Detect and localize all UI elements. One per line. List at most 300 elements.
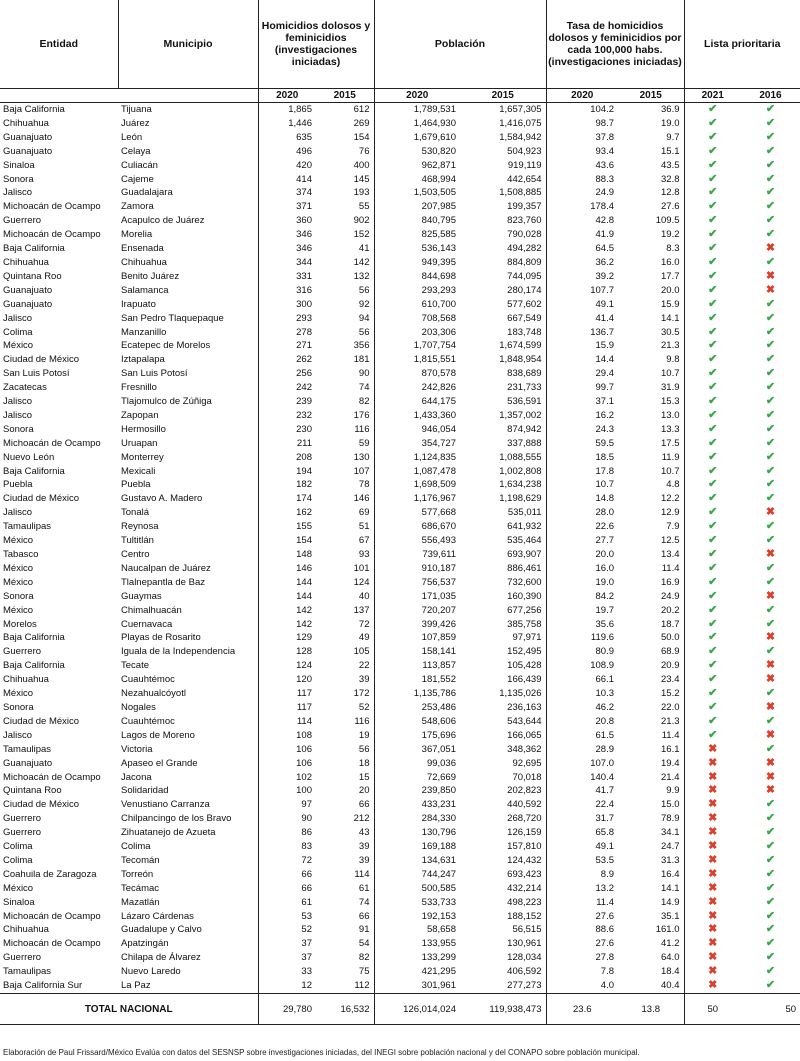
cell-homicidios-2015: 114	[316, 868, 374, 882]
cell-lista-2016	[741, 131, 800, 145]
cell-lista-2016	[741, 826, 800, 840]
cell-homicidios-2015: 15	[316, 771, 374, 785]
cell-poblacion-2015: 1,357,002	[460, 409, 546, 423]
cell-homicidios-2015: 41	[316, 242, 374, 256]
cell-entidad: Michoacán de Ocampo	[3, 201, 101, 213]
cell-entidad: Baja California	[3, 104, 65, 115]
cell-homicidios-2020: 420	[296, 159, 312, 171]
cell-tasa-2020: 66.1	[595, 674, 614, 686]
cell-tasa-2015: 20.9	[618, 659, 684, 673]
cell-lista-2016	[741, 854, 800, 868]
cell-lista-2021	[684, 562, 741, 576]
cell-lista-2021	[684, 910, 741, 924]
cell-lista-2021	[684, 729, 741, 743]
check-icon: ✔	[708, 548, 718, 560]
cell-tasa-2015: 12.2	[618, 492, 684, 506]
cell-homicidios-2020: 108	[296, 729, 312, 741]
cell-tasa-2015: 21.4	[618, 771, 684, 785]
cell-lista-2021	[684, 367, 741, 381]
cell-entidad: México	[3, 562, 34, 574]
cell-lista-2016	[741, 715, 800, 729]
cell-municipio: Nogales	[118, 701, 258, 715]
cell-entidad: Quintana Roo	[3, 270, 62, 282]
cell-poblacion-2015: 732,600	[460, 576, 546, 590]
table-row	[0, 173, 800, 187]
check-icon: ✔	[708, 673, 718, 686]
check-icon: ✔	[765, 325, 776, 338]
cell-homicidios-2015: 82	[316, 951, 374, 965]
check-icon: ✔	[765, 617, 776, 630]
table-row	[0, 200, 800, 214]
cell-tasa-2015: 13.3	[618, 423, 684, 437]
check-icon: ✔	[708, 561, 718, 574]
cell-homicidios-2020: 496	[296, 145, 312, 157]
cell-homicidios-2020: 37	[301, 952, 312, 964]
cell-homicidios-2020: 162	[296, 507, 312, 519]
cell-entidad: Chihuahua	[3, 256, 49, 268]
cell-tasa-2020: 24.9	[595, 187, 614, 199]
cell-poblacion-2015: 919,119	[460, 159, 546, 173]
cell-homicidios-2020: 90	[301, 813, 312, 825]
cell-poblacion-2020: 1,789,531	[413, 104, 456, 115]
cell-lista-2021	[684, 173, 741, 187]
cell-tasa-2020: 41.4	[595, 312, 614, 324]
cell-lista-2016	[741, 367, 800, 381]
cell-municipio: Ecatepec de Morelos	[118, 339, 258, 353]
cell-poblacion-2020: 367,051	[421, 743, 456, 755]
cell-entidad: Sonora	[3, 423, 34, 435]
cell-homicidios-2015: 107	[316, 465, 374, 479]
cell-poblacion-2015: 543,644	[460, 715, 546, 729]
cell-entidad: Guerrero	[3, 215, 42, 227]
cell-homicidios-2020: 53	[301, 910, 312, 922]
cell-homicidios-2020: 316	[296, 284, 312, 296]
cell-poblacion-2015: 693,907	[460, 548, 546, 562]
cell-poblacion-2020: 644,175	[421, 396, 456, 408]
total-tasa-2015: 13.8	[618, 994, 684, 1025]
cell-homicidios-2015: 43	[316, 826, 374, 840]
cell-municipio: Tultitlán	[118, 534, 258, 548]
cell-lista-2016	[741, 173, 800, 187]
cross-icon: ✖	[708, 867, 718, 880]
cell-lista-2021	[684, 117, 741, 131]
cell-poblacion-2015: 838,689	[460, 367, 546, 381]
cell-poblacion-2015: 128,034	[460, 951, 546, 965]
cell-homicidios-2020: 83	[301, 841, 312, 853]
cell-lista-2021	[684, 548, 741, 562]
cell-municipio: Playas de Rosarito	[118, 631, 258, 645]
cell-homicidios-2015: 72	[316, 618, 374, 632]
cross-icon: ✖	[765, 283, 776, 296]
cell-tasa-2015: 11.4	[618, 729, 684, 743]
subheader-year: 2015	[316, 89, 374, 103]
cell-poblacion-2015: 1,508,885	[460, 186, 546, 200]
table-row	[0, 242, 800, 256]
cell-entidad: Tamaulipas	[3, 966, 52, 978]
check-icon: ✔	[708, 617, 718, 630]
cell-tasa-2020: 18.5	[595, 451, 614, 463]
cell-lista-2016	[741, 840, 800, 854]
cell-lista-2021	[684, 103, 741, 117]
cell-homicidios-2015: 74	[316, 381, 374, 395]
cell-entidad: Guerrero	[3, 813, 42, 825]
cell-homicidios-2020: 97	[301, 799, 312, 811]
cell-poblacion-2020: 1,433,360	[413, 409, 456, 421]
cell-homicidios-2015: 902	[316, 214, 374, 228]
cell-lista-2016	[741, 214, 800, 228]
cross-icon: ✖	[708, 881, 718, 894]
cell-poblacion-2020: 1,176,967	[413, 493, 456, 505]
cell-homicidios-2020: 106	[296, 743, 312, 755]
check-icon: ✔	[765, 714, 776, 727]
cell-tasa-2020: 46.2	[595, 701, 614, 713]
table-row	[0, 506, 800, 520]
cell-entidad: Guerrero	[3, 646, 42, 658]
table-row	[0, 159, 800, 173]
cell-tasa-2020: 27.6	[595, 938, 614, 950]
cell-municipio: Venustiano Carranza	[118, 798, 258, 812]
check-icon: ✔	[765, 687, 776, 700]
cell-municipio: Guadalajara	[118, 186, 258, 200]
cell-tasa-2015: 15.1	[618, 145, 684, 159]
cell-entidad: Guanajuato	[3, 131, 53, 143]
cell-municipio: Gustavo A. Madero	[118, 492, 258, 506]
cell-poblacion-2015: 337,888	[460, 437, 546, 451]
cell-municipio: Tonalá	[118, 506, 258, 520]
cell-tasa-2020: 28.0	[595, 507, 614, 519]
cell-poblacion-2020: 301,961	[421, 980, 456, 992]
cell-poblacion-2020: 242,826	[421, 382, 456, 394]
cell-tasa-2015: 19.2	[618, 228, 684, 242]
cell-lista-2021	[684, 395, 741, 409]
cell-municipio: Cuauhtémoc	[118, 673, 258, 687]
cell-entidad: Chihuahua	[3, 674, 49, 686]
cell-lista-2016	[741, 896, 800, 910]
table-row	[0, 228, 800, 242]
check-icon: ✔	[765, 909, 776, 922]
cell-poblacion-2015: 56,515	[460, 923, 546, 937]
cell-entidad: Guanajuato	[3, 145, 53, 157]
cell-homicidios-2020: 128	[296, 646, 312, 658]
cell-tasa-2020: 29.4	[595, 368, 614, 380]
cell-poblacion-2015: 442,654	[460, 173, 546, 187]
cell-poblacion-2020: 530,820	[421, 145, 456, 157]
cell-municipio: Chilapa de Álvarez	[118, 951, 258, 965]
cell-poblacion-2020: 577,668	[421, 507, 456, 519]
check-icon: ✔	[765, 575, 776, 588]
cell-homicidios-2020: 346	[296, 243, 312, 255]
cell-homicidios-2015: 101	[316, 562, 374, 576]
cross-icon: ✖	[708, 951, 718, 964]
cell-tasa-2020: 36.2	[595, 256, 614, 268]
cell-poblacion-2020: 686,670	[421, 521, 456, 533]
check-icon: ✔	[708, 436, 718, 449]
cell-homicidios-2015: 142	[316, 256, 374, 270]
cell-lista-2016	[741, 103, 800, 117]
check-icon: ✔	[765, 603, 776, 616]
cell-homicidios-2015: 356	[316, 339, 374, 353]
cell-poblacion-2020: 134,631	[421, 854, 456, 866]
cell-homicidios-2015: 130	[316, 451, 374, 465]
cell-homicidios-2020: 360	[296, 215, 312, 227]
cell-lista-2016	[741, 604, 800, 618]
cell-tasa-2020: 43.6	[595, 159, 614, 171]
cell-municipio: Naucalpan de Juárez	[118, 562, 258, 576]
cell-tasa-2015: 11.9	[618, 451, 684, 465]
cell-lista-2016	[741, 743, 800, 757]
cell-poblacion-2015: 536,591	[460, 395, 546, 409]
cell-homicidios-2015: 116	[316, 715, 374, 729]
cell-tasa-2015: 109.5	[618, 214, 684, 228]
table-row	[0, 743, 800, 757]
cell-tasa-2015: 35.1	[618, 910, 684, 924]
cell-entidad: Colima	[3, 326, 33, 338]
cell-poblacion-2020: 207,985	[421, 201, 456, 213]
cell-lista-2021	[684, 131, 741, 145]
cell-homicidios-2020: 114	[296, 715, 312, 727]
table-row	[0, 701, 800, 715]
cell-poblacion-2020: 1,679,610	[413, 131, 456, 143]
cell-municipio: Culiacán	[118, 159, 258, 173]
cell-lista-2021	[684, 882, 741, 896]
cell-entidad: Jalisco	[3, 396, 33, 408]
cell-homicidios-2020: 278	[296, 326, 312, 338]
cell-homicidios-2015: 91	[316, 923, 374, 937]
cell-entidad: México	[3, 535, 34, 547]
check-icon: ✔	[708, 255, 718, 268]
cross-icon: ✖	[708, 812, 718, 825]
cell-poblacion-2015: 535,011	[460, 506, 546, 520]
cell-homicidios-2015: 93	[316, 548, 374, 562]
check-icon: ✔	[765, 478, 776, 491]
cell-poblacion-2020: 293,293	[421, 284, 456, 296]
cell-homicidios-2015: 56	[316, 326, 374, 340]
cell-lista-2016	[741, 687, 800, 701]
cell-entidad: Baja California	[3, 660, 65, 672]
cell-homicidios-2020: 117	[296, 688, 312, 700]
cell-municipio: Cajeme	[118, 173, 258, 187]
cell-homicidios-2015: 19	[316, 729, 374, 743]
cell-homicidios-2015: 40	[316, 590, 374, 604]
cell-poblacion-2020: 99,036	[426, 757, 456, 769]
cell-homicidios-2015: 193	[316, 186, 374, 200]
cell-municipio: Ensenada	[118, 242, 258, 256]
check-icon: ✔	[765, 186, 776, 199]
check-icon: ✔	[708, 714, 718, 727]
cell-municipio: Fresnillo	[118, 381, 258, 395]
cell-tasa-2015: 17.5	[618, 437, 684, 451]
cell-homicidios-2020: 230	[296, 423, 312, 435]
table-row	[0, 312, 800, 326]
cell-homicidios-2015: 176	[316, 409, 374, 423]
cell-tasa-2015: 14.1	[618, 312, 684, 326]
cell-lista-2016	[741, 534, 800, 548]
cell-municipio: San Luis Potosí	[118, 367, 258, 381]
cell-poblacion-2015: 157,810	[460, 840, 546, 854]
check-icon: ✔	[708, 464, 718, 477]
cell-poblacion-2015: 1,634,238	[460, 478, 546, 492]
cell-poblacion-2020: 1,815,551	[413, 354, 456, 366]
cell-tasa-2015: 34.1	[618, 826, 684, 840]
cross-icon: ✖	[708, 909, 718, 922]
cell-tasa-2015: 24.9	[618, 590, 684, 604]
cell-homicidios-2020: 256	[296, 368, 312, 380]
table-row	[0, 353, 800, 367]
table-row	[0, 186, 800, 200]
cell-lista-2021	[684, 576, 741, 590]
cell-homicidios-2020: 174	[296, 493, 312, 505]
cell-homicidios-2015: 76	[316, 145, 374, 159]
cell-entidad: Michoacán de Ocampo	[3, 771, 101, 783]
table-row	[0, 145, 800, 159]
cell-tasa-2020: 80.9	[595, 646, 614, 658]
cell-poblacion-2020: 744,247	[421, 868, 456, 880]
cell-lista-2021	[684, 409, 741, 423]
cell-lista-2021	[684, 492, 741, 506]
cell-poblacion-2015: 1,848,954	[460, 353, 546, 367]
cell-tasa-2020: 11.4	[596, 896, 614, 908]
table-row	[0, 367, 800, 381]
cell-municipio: Guaymas	[118, 590, 258, 604]
cell-lista-2016	[741, 618, 800, 632]
cell-tasa-2020: 136.7	[590, 326, 614, 338]
cell-lista-2016	[741, 228, 800, 242]
cell-homicidios-2020: 262	[296, 354, 312, 366]
cell-poblacion-2020: 421,295	[421, 966, 456, 978]
cell-entidad: Tabasco	[3, 549, 39, 560]
table-row	[0, 687, 800, 701]
cross-icon: ✖	[708, 798, 718, 811]
cell-tasa-2015: 27.6	[618, 200, 684, 214]
cell-poblacion-2020: 1,698,509	[413, 479, 456, 491]
cell-municipio: Solidaridad	[118, 784, 258, 798]
cell-poblacion-2020: 500,585	[421, 882, 456, 894]
cell-lista-2021	[684, 520, 741, 534]
check-icon: ✔	[708, 575, 718, 588]
cell-tasa-2015: 40.4	[618, 979, 684, 993]
cell-entidad: Jalisco	[3, 729, 33, 741]
table-row	[0, 395, 800, 409]
cell-tasa-2020: 22.4	[595, 799, 614, 811]
cell-homicidios-2015: 67	[316, 534, 374, 548]
cell-lista-2016	[741, 729, 800, 743]
cell-poblacion-2020: 468,994	[421, 173, 456, 185]
cell-poblacion-2020: 556,493	[421, 535, 456, 547]
cell-poblacion-2020: 171,035	[421, 590, 456, 602]
cell-tasa-2020: 53.5	[595, 854, 614, 866]
cell-poblacion-2020: 1,135,786	[413, 688, 456, 700]
cell-poblacion-2020: 130,796	[421, 827, 456, 839]
cell-poblacion-2015: 280,174	[460, 284, 546, 298]
cell-poblacion-2015: 535,464	[460, 534, 546, 548]
table-row	[0, 326, 800, 340]
cell-homicidios-2015: 146	[316, 492, 374, 506]
cell-municipio: Celaya	[118, 145, 258, 159]
cross-icon: ✖	[708, 895, 718, 908]
cell-poblacion-2020: 239,850	[421, 785, 456, 797]
table-row	[0, 951, 800, 965]
cell-tasa-2020: 93.4	[595, 145, 614, 157]
cell-tasa-2015: 161.0	[618, 923, 684, 937]
table-row	[0, 590, 800, 604]
cell-lista-2016	[741, 784, 800, 798]
check-icon: ✔	[765, 200, 776, 213]
cell-poblacion-2020: 1,707,754	[413, 340, 456, 352]
cell-lista-2016	[741, 701, 800, 715]
cell-tasa-2020: 61.5	[595, 729, 614, 741]
check-icon: ✔	[765, 464, 776, 477]
cell-municipio: Zapopan	[118, 409, 258, 423]
check-icon: ✔	[765, 130, 776, 143]
check-icon: ✔	[708, 103, 718, 115]
cell-tasa-2020: 4.0	[600, 980, 614, 992]
cell-entidad: Morelos	[3, 618, 37, 630]
cell-municipio: Irapuato	[118, 298, 258, 312]
check-icon: ✔	[708, 381, 718, 394]
cell-poblacion-2015: 504,923	[460, 145, 546, 159]
table-row	[0, 882, 800, 896]
cell-municipio: Guadalupe y Calvo	[118, 923, 258, 937]
cell-municipio: Monterrey	[118, 451, 258, 465]
cell-homicidios-2020: 1,865	[288, 104, 312, 115]
cell-lista-2016	[741, 242, 800, 256]
cell-entidad: Sonora	[3, 173, 34, 185]
cell-municipio: Mazatlán	[118, 896, 258, 910]
cell-poblacion-2015: 231,733	[460, 381, 546, 395]
table-row	[0, 339, 800, 353]
cell-lista-2016	[741, 576, 800, 590]
cell-homicidios-2015: 154	[316, 131, 374, 145]
cell-poblacion-2015: 348,362	[460, 743, 546, 757]
check-icon: ✔	[708, 172, 718, 185]
table-row	[0, 465, 800, 479]
cell-tasa-2020: 19.7	[595, 604, 614, 616]
cell-homicidios-2015: 269	[316, 117, 374, 131]
cell-lista-2016	[741, 771, 800, 785]
cell-poblacion-2015: 166,439	[460, 673, 546, 687]
cell-entidad: Sonora	[3, 701, 34, 713]
cell-lista-2021	[684, 145, 741, 159]
cell-lista-2016	[741, 631, 800, 645]
cell-poblacion-2020: 158,141	[421, 646, 456, 658]
subheader-year: 2016	[741, 89, 800, 103]
cell-entidad: México	[3, 576, 34, 588]
check-icon: ✔	[708, 283, 718, 296]
total-lista-2016: 50	[741, 994, 800, 1025]
cell-tasa-2020: 27.7	[595, 535, 614, 547]
cell-poblacion-2015: 884,809	[460, 256, 546, 270]
cell-homicidios-2015: 400	[316, 159, 374, 173]
cell-tasa-2020: 16.0	[595, 562, 614, 574]
cell-municipio: Zihuatanejo de Azueta	[118, 826, 258, 840]
cell-poblacion-2015: 126,159	[460, 826, 546, 840]
cell-poblacion-2015: 744,095	[460, 270, 546, 284]
cell-lista-2016	[741, 979, 800, 993]
check-icon: ✔	[765, 408, 776, 421]
check-icon: ✔	[765, 867, 776, 880]
cell-entidad: Nuevo León	[3, 451, 55, 463]
table-row	[0, 270, 800, 284]
cell-poblacion-2015: 1,088,555	[460, 451, 546, 465]
check-icon: ✔	[708, 659, 718, 672]
cell-municipio: Tlajomulco de Zúñiga	[118, 395, 258, 409]
cell-entidad: Baja California	[3, 243, 65, 255]
cell-municipio: Nezahualcóyotl	[118, 687, 258, 701]
cell-homicidios-2015: 59	[316, 437, 374, 451]
cell-lista-2021	[684, 506, 741, 520]
table-row	[0, 812, 800, 826]
cell-tasa-2015: 7.9	[618, 520, 684, 534]
